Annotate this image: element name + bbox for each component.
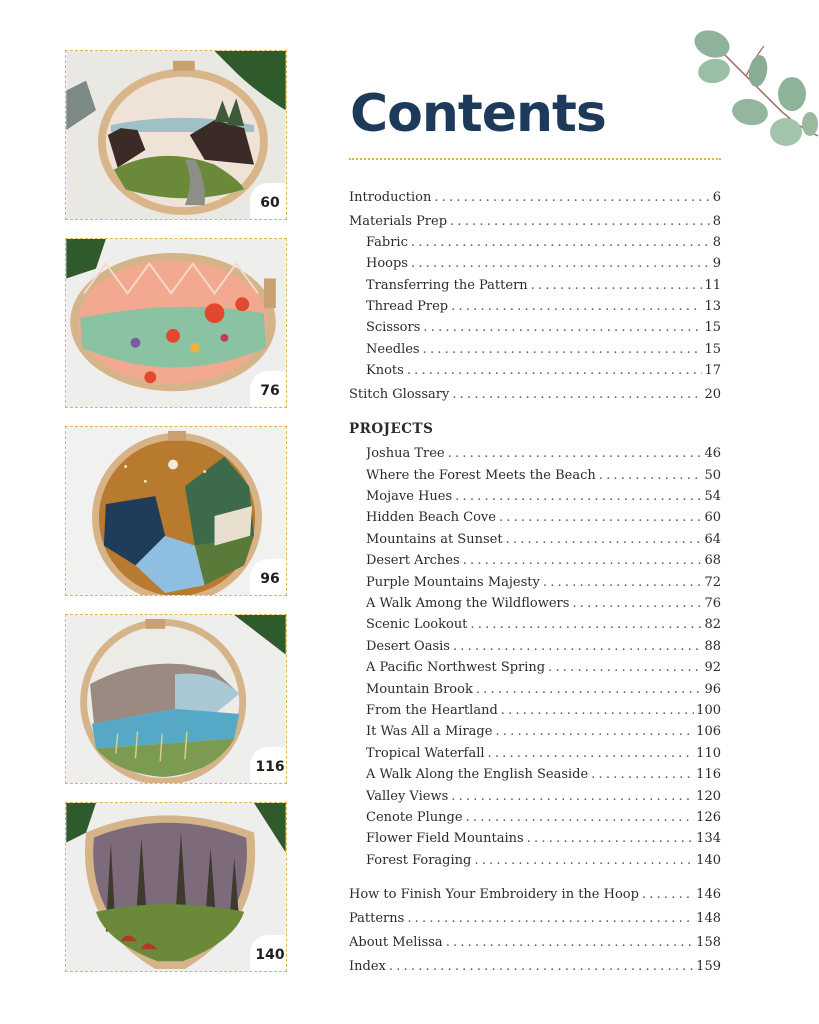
toc-project-entry[interactable] — [366, 682, 721, 700]
toc-project-entry[interactable] — [366, 639, 721, 657]
toc-leader-dots — [452, 387, 702, 402]
toc-entry-title: Needles — [366, 342, 420, 357]
toc-entry-page: 140 — [696, 853, 721, 868]
toc-entry-page: 134 — [696, 831, 721, 846]
toc-leader-dots — [407, 911, 694, 926]
toc-project-entry[interactable] — [366, 575, 721, 593]
toc-project-entry[interactable] — [366, 810, 721, 828]
toc-entry-page: 68 — [704, 553, 721, 568]
toc-project-entry[interactable] — [366, 596, 721, 614]
toc-entry-title: Fabric — [366, 235, 408, 250]
toc-entry[interactable] — [349, 214, 721, 232]
toc-entry-title: About Melissa — [349, 935, 443, 950]
toc-entry-page: 20 — [704, 387, 721, 402]
toc-leader-dots — [476, 682, 703, 697]
toc-entry-page: 8 — [712, 214, 721, 229]
toc-subentry[interactable] — [366, 299, 721, 317]
page-number-badge: 60 — [250, 183, 286, 219]
thumbnail-mountain-brook — [65, 426, 287, 596]
toc-leader-dots — [572, 596, 702, 611]
toc-leader-dots — [434, 190, 710, 205]
toc-leader-dots — [423, 320, 702, 335]
toc-entry[interactable] — [349, 911, 721, 929]
toc-subentry[interactable] — [366, 320, 721, 338]
thumbnail-forest-foraging — [65, 802, 287, 972]
toc-entry-title: Where the Forest Meets the Beach — [366, 468, 596, 483]
toc-entry-title: Mountains at Sunset — [366, 532, 503, 547]
toc-leader-dots — [463, 553, 703, 568]
toc-leader-dots — [466, 810, 695, 825]
page-number-badge: 96 — [250, 559, 286, 595]
toc-project-entry[interactable] — [366, 489, 721, 507]
toc-entry-title: Index — [349, 959, 386, 974]
toc-entry-page: 46 — [704, 446, 721, 461]
toc-leader-dots — [527, 831, 694, 846]
toc-entry-title: Knots — [366, 363, 404, 378]
toc-project-entry[interactable] — [366, 703, 721, 721]
toc-entry-page: 54 — [704, 489, 721, 504]
toc-entry-title: Forest Foraging — [366, 853, 472, 868]
thumbnail-english-seaside — [65, 614, 287, 784]
toc-project-entry[interactable] — [366, 660, 721, 678]
toc-entry-page: 6 — [712, 190, 721, 205]
toc-subentry[interactable] — [366, 235, 721, 253]
toc-leader-dots — [543, 575, 703, 590]
toc-entry-page: 64 — [704, 532, 721, 547]
toc-leader-dots — [411, 235, 711, 250]
page-number-badge: 76 — [250, 371, 286, 407]
toc-leader-dots — [451, 789, 694, 804]
toc-leader-dots — [495, 724, 694, 739]
toc-entry-page: 72 — [704, 575, 721, 590]
toc-entry-page: 159 — [696, 959, 721, 974]
toc-leader-dots — [499, 510, 703, 525]
toc-entry-title: Mountain Brook — [366, 682, 473, 697]
toc-subentry[interactable] — [366, 256, 721, 274]
toc-project-entry[interactable] — [366, 831, 721, 849]
toc-entry-page: 92 — [704, 660, 721, 675]
thumbnail-hidden-beach-cove — [65, 50, 287, 220]
toc-project-entry[interactable] — [366, 746, 721, 764]
toc-entry-page: 148 — [696, 911, 721, 926]
toc-leader-dots — [488, 746, 695, 761]
toc-entry[interactable] — [349, 190, 721, 208]
toc-entry-title: Purple Mountains Majesty — [366, 575, 540, 590]
toc-project-entry[interactable] — [366, 789, 721, 807]
toc-leader-dots — [446, 935, 694, 950]
toc-entry-title: A Walk Among the Wildflowers — [366, 596, 570, 611]
toc-entry-page: 60 — [704, 510, 721, 525]
toc-entry-page: 158 — [696, 935, 721, 950]
toc-project-entry[interactable] — [366, 767, 721, 785]
toc-entry-page: 9 — [712, 256, 721, 271]
toc-leader-dots — [642, 887, 694, 902]
toc-project-entry[interactable] — [366, 446, 721, 464]
toc-entry-page: 100 — [696, 703, 721, 718]
toc-leader-dots — [591, 767, 694, 782]
page-number-badge: 140 — [250, 935, 286, 971]
eucalyptus-leaves-illustration — [686, 26, 819, 156]
toc-leader-dots — [548, 660, 702, 675]
toc-subentry[interactable] — [366, 342, 721, 360]
toc-entry[interactable] — [349, 887, 721, 905]
toc-leader-dots — [531, 278, 703, 293]
toc-entry-title: Introduction — [349, 190, 432, 205]
title-divider — [349, 158, 721, 160]
toc-entry-title: Scenic Lookout — [366, 617, 468, 632]
toc-entry-title: From the Heartland — [366, 703, 498, 718]
toc-entry-page: 17 — [704, 363, 721, 378]
toc-leader-dots — [389, 959, 694, 974]
toc-leader-dots — [474, 853, 694, 868]
toc-subentry[interactable] — [366, 363, 721, 381]
toc-entry-page: 126 — [696, 810, 721, 825]
toc-project-entry[interactable] — [366, 724, 721, 742]
toc-entry-page: 120 — [696, 789, 721, 804]
thumbnail-walk-among-wildflowers — [65, 238, 287, 408]
toc-entry-page: 116 — [696, 767, 721, 782]
toc-entry-title: Transferring the Pattern — [366, 278, 528, 293]
toc-entry-page: 106 — [696, 724, 721, 739]
toc-entry-page: 11 — [704, 278, 721, 293]
toc-leader-dots — [450, 214, 711, 229]
toc-entry-title: A Walk Along the English Seaside — [366, 767, 589, 782]
toc-project-entry[interactable] — [366, 617, 721, 635]
toc-project-entry[interactable] — [366, 532, 721, 550]
toc-leader-dots — [448, 446, 703, 461]
toc-leader-dots — [501, 703, 694, 718]
toc-entry[interactable] — [349, 935, 721, 953]
toc-project-entry[interactable] — [366, 853, 721, 871]
toc-entry-title: Desert Oasis — [366, 639, 450, 654]
toc-entry[interactable] — [349, 959, 721, 977]
toc-entry-title: Stitch Glossary — [349, 387, 450, 402]
toc-entry-page: 146 — [696, 887, 721, 902]
toc-leader-dots — [423, 342, 703, 357]
toc-entry-title: Joshua Tree — [366, 446, 445, 461]
toc-entry-page: 82 — [704, 617, 721, 632]
toc-leader-dots — [411, 256, 711, 271]
toc-leader-dots — [506, 532, 703, 547]
toc-entry-page: 110 — [696, 746, 721, 761]
toc-entry-title: Thread Prep — [366, 299, 449, 314]
toc-entry-title: Mojave Hues — [366, 489, 453, 504]
toc-leader-dots — [455, 489, 702, 504]
toc-entry-title: Hoops — [366, 256, 408, 271]
toc-entry-page: 50 — [704, 468, 721, 483]
toc-leader-dots — [451, 299, 702, 314]
toc-entry-title: Scissors — [366, 320, 421, 335]
toc-entry-title: Materials Prep — [349, 214, 448, 229]
toc-entry-title: Cenote Plunge — [366, 810, 463, 825]
toc-entry-title: Valley Views — [366, 789, 449, 804]
toc-leader-dots — [407, 363, 703, 378]
toc-subentry[interactable] — [366, 278, 721, 296]
toc-entry-title: Desert Arches — [366, 553, 460, 568]
toc-entry-page: 88 — [704, 639, 721, 654]
toc-leader-dots — [599, 468, 703, 483]
toc-leader-dots — [470, 617, 702, 632]
toc-project-entry[interactable] — [366, 468, 721, 486]
page-title: Contents — [350, 84, 606, 144]
page-number-badge: 116 — [250, 747, 286, 783]
toc-entry-title: It Was All a Mirage — [366, 724, 493, 739]
toc-project-entry[interactable] — [366, 553, 721, 571]
toc-entry-page: 76 — [704, 596, 721, 611]
toc-entry-page: 15 — [704, 342, 721, 357]
toc-entry[interactable] — [349, 387, 721, 405]
toc-entry-title: How to Finish Your Embroidery in the Hoop — [349, 887, 639, 902]
toc-project-entry[interactable] — [366, 510, 721, 528]
toc-entry-title: Hidden Beach Cove — [366, 510, 496, 525]
toc-entry-page: 8 — [712, 235, 721, 250]
toc-entry-page: 96 — [704, 682, 721, 697]
toc-entry-title: Tropical Waterfall — [366, 746, 485, 761]
toc-entry-title: Patterns — [349, 911, 405, 926]
toc-entry-page: 13 — [704, 299, 721, 314]
toc-entry-page: 15 — [704, 320, 721, 335]
toc-entry-title: A Pacific Northwest Spring — [366, 660, 546, 675]
toc-entry-title: Flower Field Mountains — [366, 831, 524, 846]
projects-heading: PROJECTS — [349, 421, 434, 437]
toc-leader-dots — [453, 639, 702, 654]
